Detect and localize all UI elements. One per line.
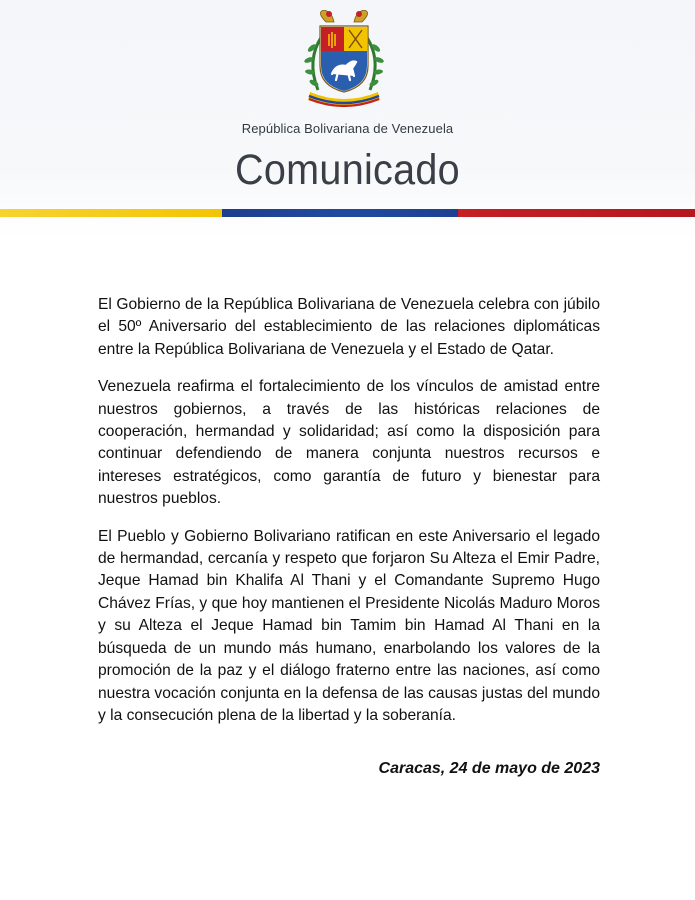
flag-red-stripe: [458, 209, 695, 217]
place-and-date: Caracas, 24 de mayo de 2023: [378, 760, 600, 777]
paragraph-3: El Pueblo y Gobierno Bolivariano ratifican en este Aniversario el legado de hermandad, cercanía y respeto que forjaron Su Alteza el Emir Padre, Jeque Hamad bin Khalifa Al Thani y el Comandante Supremo Hugo Chávez Frías, y que hoy mantienen el Presidente Nicolás Maduro Moros y su Alteza el Jeque Hamad bin Tamim bin Hamad Al Thani en la búsqueda de un mundo más humano, enarbolando los valores de la promoción de la paz y el diálogo fraterno entre las naciones, así como nuestra vocación conjunta en la defensa de las causas justas del mundo y la consecución plena de la libertad y la soberanía.: [98, 527, 600, 724]
paragraph-2: Venezuela reafirma el fortalecimiento de los vínculos de amistad entre nuestros gobiernos, a través de las históricas relaciones de cooperación, hermandad y solidaridad; así como la disposición para continuar defendiendo de manera conjunta nuestros recursos e intereses estratégicos, como garantía de futuro y bienestar para nuestros pueblos.: [98, 378, 600, 508]
republic-name: República Bolivariana de Venezuela: [241, 121, 454, 136]
paragraph-1: El Gobierno de la República Bolivariana de Venezuela celebra con júbilo el 50º Aniversario del establecimiento de las relaciones diplomáticas entre la República Bolivariana de Venezuela y el Estado de Qatar.: [98, 296, 600, 358]
communique-body: [98, 294, 600, 742]
flag-yellow-stripe: [0, 209, 236, 217]
venezuela-coat-of-arms-icon: [296, 10, 392, 110]
flag-blue-stripe: [222, 209, 472, 217]
flag-stars-icon: ★ ★ ★ ★ ★ ★ ★ ★: [270, 418, 425, 425]
page-title: Comunicado: [235, 146, 460, 194]
